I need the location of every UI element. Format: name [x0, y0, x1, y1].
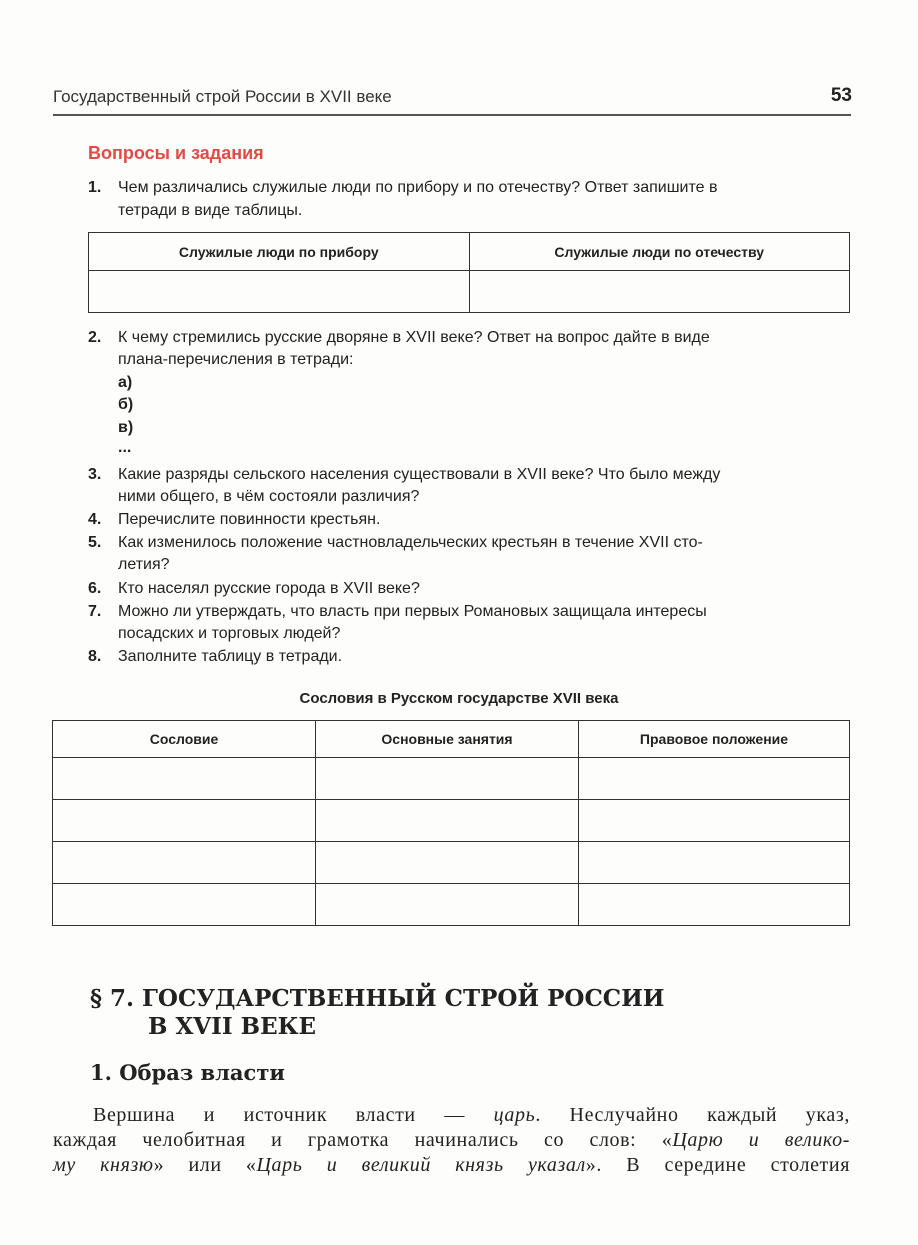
table-cell — [469, 271, 850, 313]
questions-heading: Вопросы и задания — [88, 143, 264, 163]
body-line — [53, 1154, 850, 1177]
q6-number: 6. — [88, 580, 102, 597]
table-cell — [53, 842, 316, 884]
q8-number: 8. — [88, 648, 102, 665]
q2-number: 2. — [88, 329, 102, 346]
table-header: Служилые люди по отечеству — [469, 233, 850, 271]
table-cell — [53, 758, 316, 800]
servicemen-table — [88, 232, 850, 313]
section-title-line2: В XVII ВЕКЕ — [148, 1013, 317, 1040]
body-line — [53, 1129, 850, 1152]
text: . Неслучайно каждый указ, — [535, 1104, 850, 1126]
text: ». В середине столетия — [585, 1154, 850, 1176]
table-row — [53, 758, 850, 800]
q2-item: в) — [118, 419, 134, 436]
table-cell — [316, 842, 579, 884]
table-cell — [316, 884, 579, 926]
table-row — [53, 800, 850, 842]
q4-number: 4. — [88, 511, 102, 528]
subsection-title: 1. Образ власти — [90, 1060, 285, 1085]
q2-item: ... — [118, 439, 132, 456]
table-header: Сословие — [53, 721, 316, 758]
q1-number: 1. — [88, 179, 102, 196]
table-cell — [53, 800, 316, 842]
q1-line: тетради в виде таблицы. — [118, 202, 303, 219]
quote: му князю — [53, 1154, 154, 1176]
q6-line: Кто населял русские города в XVII веке? — [118, 580, 420, 597]
q2-item: б) — [118, 396, 134, 413]
table-caption: Сословия в Русском государстве XVII века — [299, 690, 619, 707]
q5-line: Как изменилось положение частновладельческих крестьян в течение XVII сто- — [118, 534, 703, 551]
table-cell — [53, 884, 316, 926]
table-cell — [579, 800, 850, 842]
table-cell — [316, 800, 579, 842]
text: » или « — [153, 1154, 257, 1176]
section-title: § 7. ГОСУДАРСТВЕННЫЙ СТРОЙ РОССИИ — [90, 985, 665, 1012]
table-header: Служилые люди по прибору — [89, 233, 470, 271]
table-header: Правовое положение — [579, 721, 850, 758]
q3-line: Какие разряды сельского населения существовали в XVII веке? Что было между — [118, 466, 721, 483]
table-cell — [89, 271, 470, 313]
header-rule — [53, 114, 851, 116]
running-header: Государственный строй России в XVII веке — [53, 87, 392, 106]
q1-line: Чем различались служилые люди по прибору и по отечеству? Ответ запишите в — [118, 179, 718, 196]
q4-line: Перечислите повинности крестьян. — [118, 511, 381, 528]
page-number: 53 — [830, 85, 852, 106]
table-cell — [579, 884, 850, 926]
q7-line: Можно ли утверждать, что власть при первых Романовых защищала интересы — [118, 603, 707, 620]
q5-line: летия? — [118, 556, 170, 573]
q3-number: 3. — [88, 466, 102, 483]
q8-line: Заполните таблицу в тетради. — [118, 648, 343, 665]
table-header: Основные занятия — [316, 721, 579, 758]
table-cell — [316, 758, 579, 800]
q5-number: 5. — [88, 534, 102, 551]
q2-line: К чему стремились русские дворяне в XVII веке? Ответ на вопрос дайте в виде — [118, 329, 710, 346]
text: каждая челобитная и грамотка начинались со слов: « — [53, 1129, 673, 1151]
quote: Царь и великий князь указал — [256, 1154, 586, 1176]
table-row — [53, 842, 850, 884]
q3-line: ними общего, в чём состояли различия? — [118, 488, 420, 505]
estates-table — [52, 720, 850, 926]
table-cell — [579, 758, 850, 800]
text: Вершина и источник власти — — [93, 1104, 494, 1126]
quote: Царю и велико- — [672, 1129, 850, 1151]
q2-item: а) — [118, 374, 133, 391]
table-cell — [579, 842, 850, 884]
q7-line: посадских и торговых людей? — [118, 625, 341, 642]
term-tsar: царь — [493, 1104, 536, 1126]
q2-line: плана-перечисления в тетради: — [118, 351, 354, 368]
q7-number: 7. — [88, 603, 102, 620]
table-row — [53, 884, 850, 926]
body-line — [53, 1104, 850, 1127]
